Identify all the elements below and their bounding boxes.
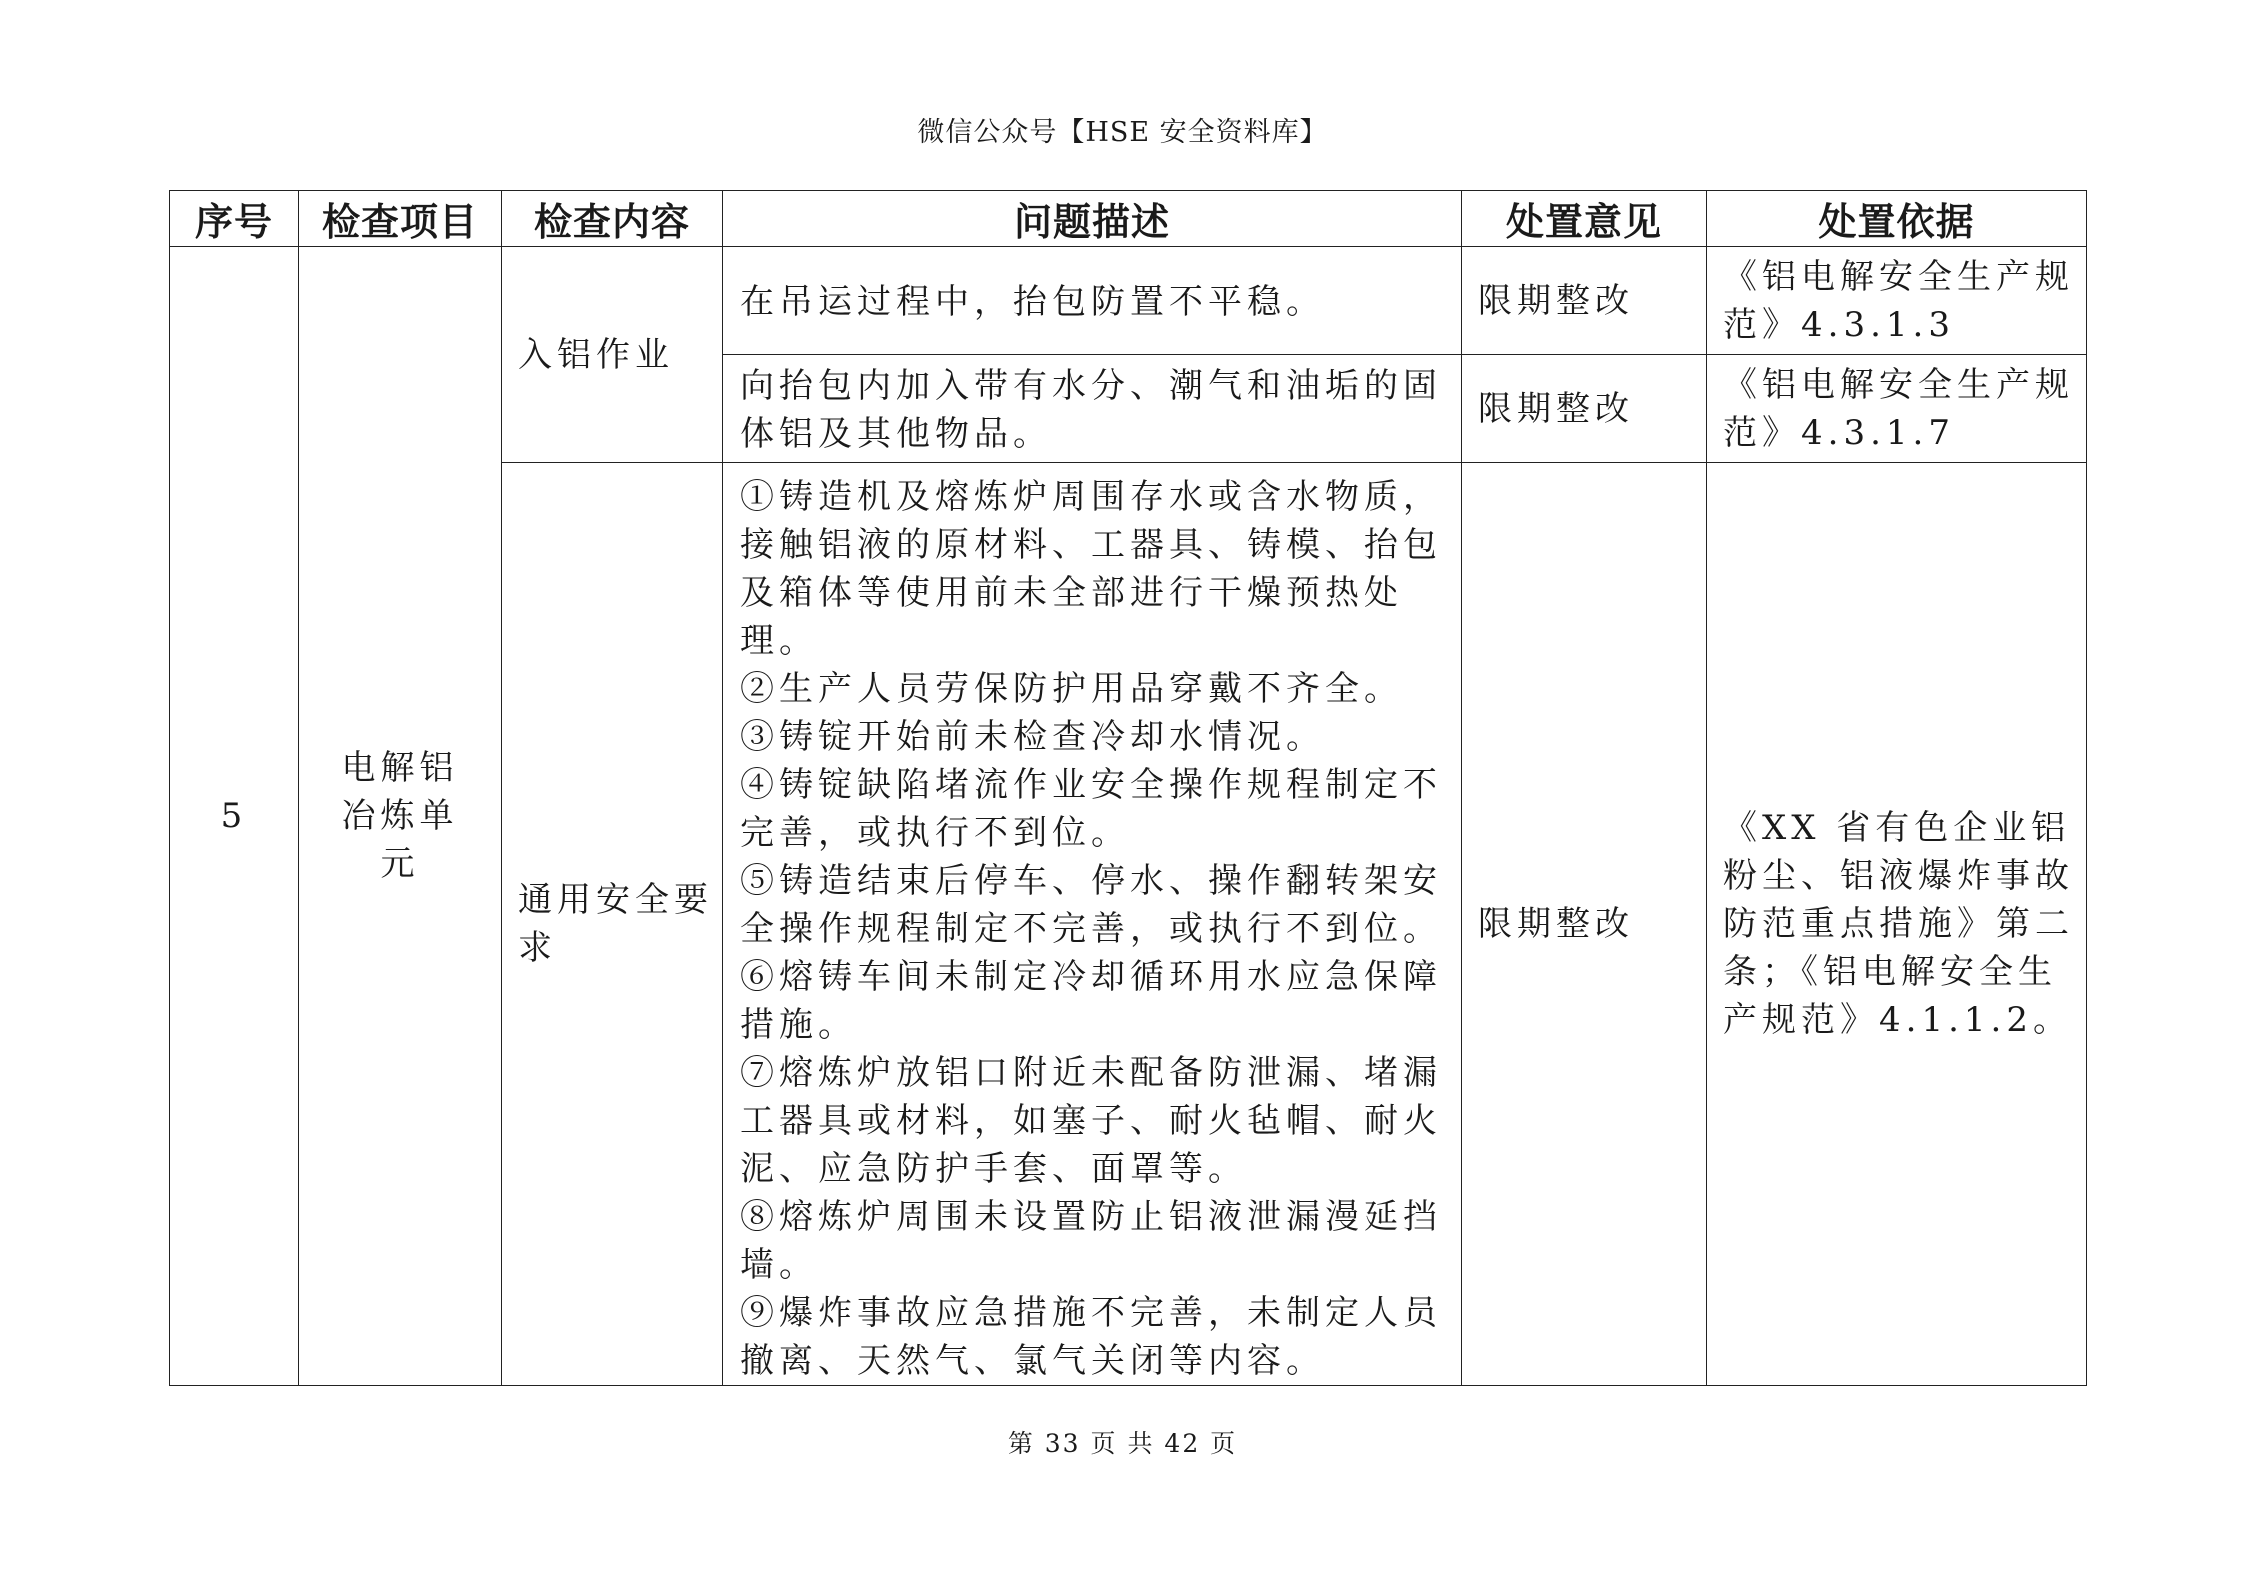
description-line: ⑦熔炼炉放铝口附近未配备防泄漏、堵漏工器具或材料，如塞子、耐火毡帽、耐火泥、应急防护手套、面罩等。 <box>740 1053 1442 1189</box>
inspection-item <box>299 247 502 1386</box>
column-header-basis: 处置依据 <box>1707 191 2087 247</box>
disposal-action: 限期整改 <box>1462 247 1707 355</box>
disposal-basis: 《铝电解安全生产规范》4.3.1.7 <box>1707 355 2087 463</box>
problem-description <box>723 247 1462 355</box>
description-line: ④铸锭缺陷堵流作业安全操作规程制定不完善，或执行不到位。 <box>740 765 1442 853</box>
description-line: ①铸造机及熔炼炉周围存水或含水物质，接触铝液的原材料、工器具、铸模、抬包及箱体等使用前未全部进行干燥预热处理。 <box>740 477 1442 661</box>
disposal-basis: 《XX 省有色企业铝粉尘、铝液爆炸事故防范重点措施》第二条；《铝电解安全生产规范》4.1.1.2。 <box>1707 463 2087 1386</box>
inspection-table <box>169 190 2087 1386</box>
description-line: ③铸锭开始前未检查冷却水情况。 <box>740 717 1325 757</box>
description-line: ⑤铸造结束后停车、停水、操作翻转架安全操作规程制定不完善，或执行不到位。 <box>740 861 1442 949</box>
column-header-item: 检查项目 <box>299 191 502 247</box>
description-line: ②生产人员劳保防护用品穿戴不齐全。 <box>740 669 1403 709</box>
row-number: 5 <box>170 247 299 1386</box>
disposal-action: 限期整改 <box>1462 355 1707 463</box>
description-line: ⑧熔炼炉周围未设置防止铝液泄漏漫延挡墙。 <box>740 1197 1442 1285</box>
problem-description <box>723 355 1462 463</box>
inspection-content-text: 通用安全要求 <box>518 880 713 968</box>
table-header-row <box>170 191 2087 247</box>
description-line: 向抬包内加入带有水分、潮气和油垢的固体铝及其他物品。 <box>740 365 1442 454</box>
page-footer: 第 33 页 共 42 页 <box>1007 1429 1238 1458</box>
column-header-number: 序号 <box>170 191 299 247</box>
column-header-content: 检查内容 <box>502 191 723 247</box>
description-line: ⑥熔铸车间未制定冷却循环用水应急保障措施。 <box>740 957 1442 1045</box>
inspection-content: 入铝作业 <box>502 247 723 463</box>
disposal-action: 限期整改 <box>1462 463 1707 1386</box>
table-row <box>170 247 2087 355</box>
page-header: 微信公众号【HSE 安全资料库】 <box>917 117 1328 148</box>
inspection-content <box>502 463 723 1386</box>
column-header-description: 问题描述 <box>723 191 1462 247</box>
disposal-basis: 《铝电解安全生产规范》4.3.1.3 <box>1707 247 2087 355</box>
description-line: ⑨爆炸事故应急措施不完善，未制定人员撤离、天然气、氯气关闭等内容。 <box>740 1293 1442 1381</box>
column-header-action: 处置意见 <box>1462 191 1707 247</box>
description-line: 在吊运过程中，抬包防置不平稳。 <box>740 281 1325 322</box>
problem-description <box>723 463 1462 1386</box>
inspection-item-text: 电解铝冶炼单元 <box>341 748 459 884</box>
